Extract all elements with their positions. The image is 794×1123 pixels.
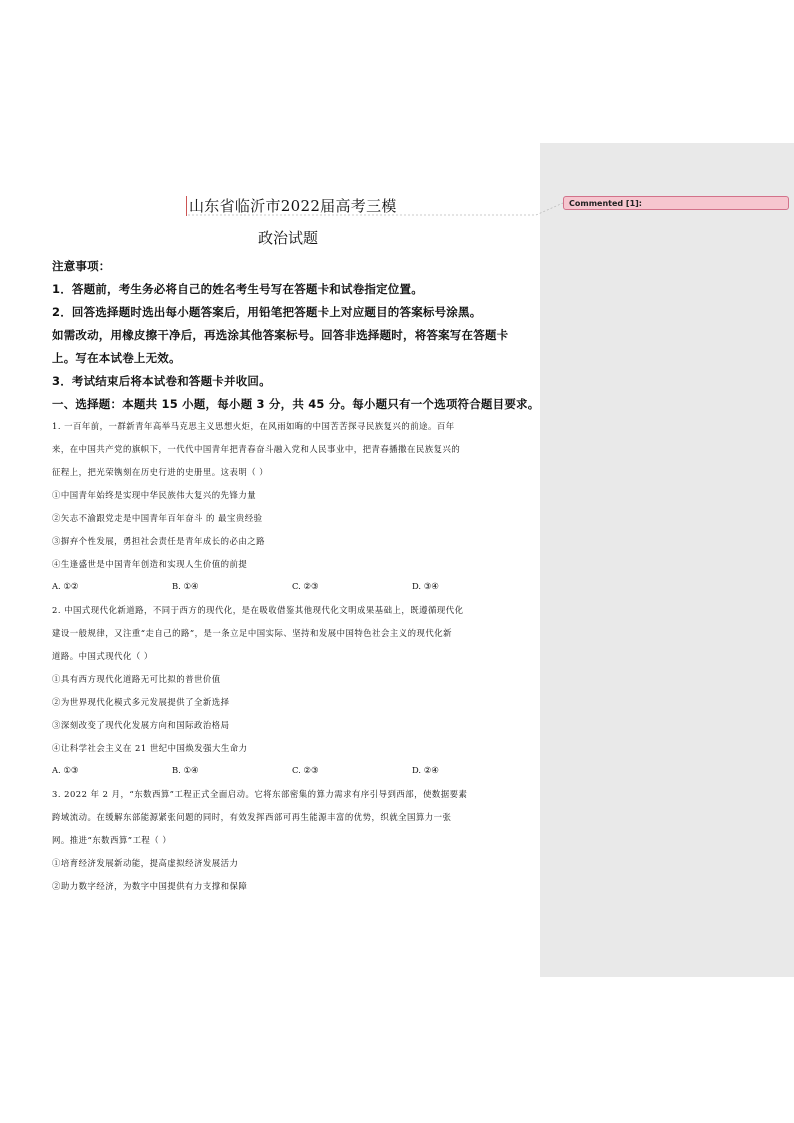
- question-stem-line: 建设一般规律，又注重“走自己的路”，是一条立足中国实际、坚持和发展中国特色社会主义的现代化新: [52, 628, 453, 638]
- comment-markup-pane: [540, 143, 794, 977]
- option-a: A. ①③: [52, 765, 79, 775]
- notice-heading: 注意事项：: [52, 259, 111, 273]
- question-item: ③深刻改变了现代化发展方向和国际政治格局: [52, 720, 230, 730]
- option-d: D. ②④: [412, 765, 439, 775]
- question-item: ②矢志不渝跟党走是中国青年百年奋斗 的 最宝贵经验: [52, 513, 263, 523]
- question-stem-line: 征程上，把光荣镌刻在历史行进的史册里。这表明（ ）: [52, 467, 269, 477]
- question-item: ②为世界现代化模式多元发展提供了全新选择: [52, 697, 230, 707]
- notice-line: 3．考试结束后将本试卷和答题卡并收回。: [52, 374, 271, 388]
- question-item: ①具有西方现代化道路无可比拟的普世价值: [52, 674, 221, 684]
- question-stem-line: 2. 中国式现代化新道路，不同于西方的现代化，是在吸收借鉴其他现代化文明成果基础上，既遵循现代化: [52, 605, 464, 615]
- option-c: C. ②③: [292, 581, 319, 591]
- question-stem-line: 跨域流动。在缓解东部能源紧张问题的同时，有效发挥西部可再生能源丰富的优势，织就全国算力一张: [52, 812, 452, 822]
- document-subtitle: 政治试题: [258, 229, 319, 247]
- notice-line: 上。写在本试卷上无效。: [52, 351, 181, 365]
- question-stem-line: 1. 一百年前，一群新青年高举马克思主义思想火炬，在风雨如晦的中国苦苦探寻民族复兴的前途。百年: [52, 421, 455, 431]
- notice-line: 如需改动，用橡皮擦干净后，再选涂其他答案标号。回答非选择题时，将答案写在答题卡: [52, 328, 509, 342]
- notice-line: 1．答题前，考生务必将自己的姓名考生号写在答题卡和试卷指定位置。: [52, 282, 423, 296]
- question-item: ③摒弃个性发展，勇担社会责任是青年成长的必由之路: [52, 536, 265, 546]
- option-a: A. ①②: [52, 581, 79, 591]
- comment-balloon[interactable]: Commented [1]:: [563, 196, 789, 210]
- question-stem-line: 道路。中国式现代化（ ）: [52, 651, 153, 661]
- question-item: ④生逢盛世是中国青年创造和实现人生价值的前提: [52, 559, 248, 569]
- question-item: ②助力数字经济，为数字中国提供有力支撑和保障: [52, 881, 248, 891]
- question-stem-line: 3. 2022 年 2 月，“东数西算”工程正式全面启动。它将东部密集的算力需求有序引导到西部，使数据要素: [52, 789, 468, 799]
- option-b: B. ①④: [172, 581, 199, 591]
- question-stem-line: 网。推进“东数西算”工程（ ）: [52, 835, 172, 845]
- question-stem-line: 来，在中国共产党的旗帜下，一代代中国青年把青春奋斗融入党和人民事业中，把青春播撒在民族复兴的: [52, 444, 461, 454]
- option-d: D. ③④: [412, 581, 439, 591]
- question-item: ④让科学社会主义在 21 世纪中国焕发强大生命力: [52, 743, 248, 753]
- question-item: ①培育经济发展新动能，提高虚拟经济发展活力: [52, 858, 239, 868]
- section-heading: 一、选择题：本题共 15 小题，每小题 3 分，共 45 分。每小题只有一个选项符合题目要求。: [52, 397, 540, 411]
- document-title: 山东省临沂市2022届高考三模: [186, 196, 397, 216]
- option-c: C. ②③: [292, 765, 319, 775]
- question-item: ①中国青年始终是实现中华民族伟大复兴的先锋力量: [52, 490, 257, 500]
- option-b: B. ①④: [172, 765, 199, 775]
- notice-line: 2．回答选择题时选出每小题答案后，用铅笔把答题卡上对应题目的答案标号涂黑。: [52, 305, 482, 319]
